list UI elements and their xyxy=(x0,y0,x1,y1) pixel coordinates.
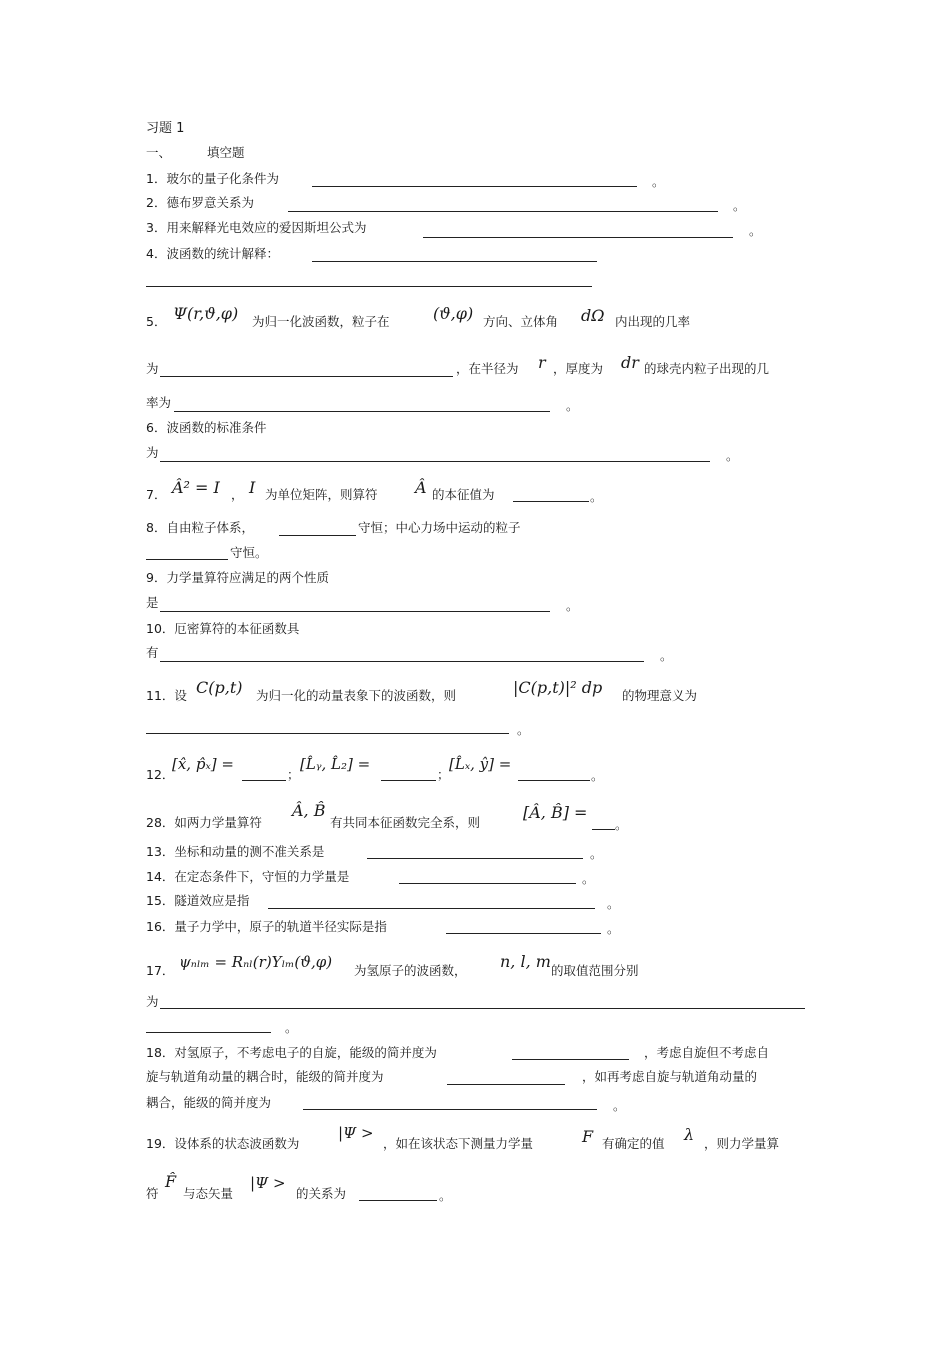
question-17-number: 17． xyxy=(146,963,175,978)
question-19-end: 。 xyxy=(439,1188,452,1203)
question-9-blank[interactable] xyxy=(160,611,550,612)
question-18-line1-a: 18．对氢原子，不考虑电子的自旋，能级的简并度为 xyxy=(146,1045,437,1060)
commutator-ly-lz: [L̂ᵧ, L̂₂] = xyxy=(300,755,371,773)
eigenvalue-lambda: λ xyxy=(684,1125,695,1144)
question-18-line2-a: 旋与轨道角动量的耦合时，能级的简并度为 xyxy=(146,1069,384,1084)
question-28-end: 。 xyxy=(615,817,628,832)
question-14-blank[interactable] xyxy=(399,883,576,884)
question-16-blank[interactable] xyxy=(446,933,601,934)
question-9-line2: 是 xyxy=(146,595,159,610)
question-2-text: 2．德布罗意关系为 xyxy=(146,195,254,210)
question-14-end: 。 xyxy=(582,871,595,886)
radius-symbol: r xyxy=(538,353,546,372)
quantum-numbers: n, l, m xyxy=(500,952,551,971)
question-8-text: 8．自由粒子体系， xyxy=(146,520,254,535)
question-18-blank-3[interactable] xyxy=(303,1109,597,1110)
state-ket: |Ψ > xyxy=(338,1124,374,1142)
question-17-line2: 为 xyxy=(146,994,159,1009)
question-2-end: 。 xyxy=(733,198,746,213)
question-10-line2: 有 xyxy=(146,645,159,660)
question-9-text: 9．力学量算符应满足的两个性质 xyxy=(146,570,329,585)
hydrogen-wavefunction: ψₙₗₘ = Rₙₗ(r)Yₗₘ(ϑ,φ) xyxy=(179,953,333,971)
question-28-text: 28．如两力学量算符 xyxy=(146,815,262,830)
question-1-blank[interactable] xyxy=(312,186,637,187)
page-title: 习题 1 xyxy=(146,121,185,136)
question-9-end: 。 xyxy=(566,598,579,613)
question-5-line3-a: 率为 xyxy=(146,395,172,410)
question-19-line1-c: 有确定的值 xyxy=(602,1136,665,1151)
question-28-blank[interactable] xyxy=(592,829,615,830)
question-5-text-3: 内出现的几率 xyxy=(615,314,691,329)
question-5-line2-d: 的球壳内粒子出现的几 xyxy=(644,361,770,376)
question-18-blank-1[interactable] xyxy=(512,1059,629,1060)
question-6-text: 6．波函数的标准条件 xyxy=(146,420,267,435)
question-11-blank[interactable] xyxy=(146,733,509,734)
question-17-text-2: 的取值范围分别 xyxy=(551,963,639,978)
question-10-blank[interactable] xyxy=(160,661,644,662)
question-19-line1-d: ，则力学量算 xyxy=(704,1136,780,1151)
question-15-end: 。 xyxy=(607,896,620,911)
question-28-text-2: 有共同本征函数完全系，则 xyxy=(330,815,481,830)
question-4-blank-1[interactable] xyxy=(312,261,597,262)
state-ket-2: |Ψ > xyxy=(250,1174,286,1192)
question-4-text: 4．波函数的统计解释： xyxy=(146,246,279,261)
question-4-blank-2[interactable] xyxy=(146,286,592,287)
question-12-sep-2: ； xyxy=(437,767,450,782)
question-17-end: 。 xyxy=(285,1020,298,1035)
question-1-end: 。 xyxy=(652,174,665,189)
question-7-end: 。 xyxy=(590,489,603,504)
question-19-line2-b: 与态矢量 xyxy=(183,1186,234,1201)
question-7-separator: ， xyxy=(231,487,244,502)
question-7-number: 7． xyxy=(146,487,167,502)
question-8-blank-2[interactable] xyxy=(146,559,228,560)
question-18-line2-b: ，如再考虑自旋与轨道角动量的 xyxy=(582,1069,758,1084)
solid-angle-symbol: dΩ xyxy=(581,306,605,325)
question-5-blank-1[interactable] xyxy=(160,376,453,377)
commutator-x-p: [x̂, p̂ₓ] = xyxy=(172,755,234,773)
section-number: 一、 xyxy=(146,145,172,160)
question-19-line2-c: 的关系为 xyxy=(296,1186,347,1201)
operator-f-symbol: F̂ xyxy=(165,1172,177,1191)
question-6-end: 。 xyxy=(726,448,739,463)
question-3-blank[interactable] xyxy=(423,237,733,238)
question-1-text: 1．玻尔的量子化条件为 xyxy=(146,171,279,186)
commutator-a-b: [Â, B̂] = xyxy=(523,803,588,822)
thickness-symbol: dr xyxy=(621,353,639,372)
question-5-number: 5． xyxy=(146,314,167,329)
question-5-text-2: 方向、立体角 xyxy=(483,314,559,329)
operators-a-b: Â, B̂ xyxy=(292,801,326,820)
question-18-line3-a: 耦合，能级的简并度为 xyxy=(146,1095,272,1110)
question-3-end: 。 xyxy=(749,223,762,238)
question-12-blank-1[interactable] xyxy=(242,780,286,781)
question-11-text-1: 为归一化的动量表象下的波函数，则 xyxy=(256,688,457,703)
psi-formula: Ψ(r,ϑ,φ) xyxy=(173,304,239,323)
question-8-text-2: 守恒；中心力场中运动的粒子 xyxy=(358,520,521,535)
question-13-blank[interactable] xyxy=(367,858,583,859)
question-16-end: 。 xyxy=(607,921,620,936)
question-18-end: 。 xyxy=(613,1098,626,1113)
question-8-text-3: 守恒。 xyxy=(230,545,268,560)
operator-a-symbol: Â xyxy=(415,478,427,497)
question-13-text: 13．坐标和动量的测不准关系是 xyxy=(146,844,325,859)
question-19-line2-a: 符 xyxy=(146,1186,159,1201)
question-7-text-2: 的本征值为 xyxy=(432,487,495,502)
section-label: 填空题 xyxy=(207,145,245,160)
question-12-end: 。 xyxy=(591,768,604,783)
question-11-end: 。 xyxy=(517,722,530,737)
operator-square-equation: Â² = I xyxy=(172,478,220,497)
question-5-text-1: 为归一化波函数，粒子在 xyxy=(252,314,390,329)
question-6-blank[interactable] xyxy=(160,461,710,462)
momentum-wavefunction: C(p,t) xyxy=(196,678,243,697)
question-7-blank[interactable] xyxy=(513,501,589,502)
question-18-blank-2[interactable] xyxy=(447,1084,565,1085)
question-17-text-1: 为氢原子的波函数， xyxy=(354,963,467,978)
question-2-blank[interactable] xyxy=(288,211,718,212)
identity-symbol: I xyxy=(249,478,256,497)
question-5-blank-2[interactable] xyxy=(174,411,550,412)
question-5-end: 。 xyxy=(566,398,579,413)
question-5-line2-c: ，厚度为 xyxy=(553,361,604,376)
question-8-blank-1[interactable] xyxy=(279,535,356,536)
question-17-blank-1[interactable] xyxy=(160,1008,805,1009)
observable-f-symbol: F xyxy=(582,1127,594,1146)
question-14-text: 14．在定态条件下，守恒的力学量是 xyxy=(146,869,350,884)
question-10-end: 。 xyxy=(660,648,673,663)
question-12-sep-1: ； xyxy=(287,767,300,782)
question-12-blank-2[interactable] xyxy=(381,780,436,781)
question-11-number: 11．设 xyxy=(146,688,187,703)
question-11-text-2: 的物理意义为 xyxy=(622,688,698,703)
question-15-text: 15．隧道效应是指 xyxy=(146,893,250,908)
question-16-text: 16．量子力学中，原子的轨道半径实际是指 xyxy=(146,919,387,934)
commutator-lx-y: [L̂ₓ, ŷ] = xyxy=(449,755,512,773)
angle-direction: (ϑ,φ) xyxy=(433,304,474,323)
question-5-line2-a: 为 xyxy=(146,361,159,376)
question-13-end: 。 xyxy=(590,846,603,861)
question-10-text: 10．厄密算符的本征函数具 xyxy=(146,621,300,636)
question-6-line2: 为 xyxy=(146,445,159,460)
probability-expression: |C(p,t)|² dp xyxy=(513,678,603,697)
question-19-line1-a: 19．设体系的状态波函数为 xyxy=(146,1136,300,1151)
question-19-blank[interactable] xyxy=(359,1200,437,1201)
question-5-line2-b: ，在半径为 xyxy=(456,361,519,376)
question-12-number: 12． xyxy=(146,767,175,782)
question-18-line1-b: ，考虑自旋但不考虑自 xyxy=(644,1045,770,1060)
question-7-text-1: 为单位矩阵，则算符 xyxy=(265,487,378,502)
question-3-text: 3．用来解释光电效应的爱因斯坦公式为 xyxy=(146,220,367,235)
question-17-blank-2[interactable] xyxy=(146,1032,271,1033)
question-12-blank-3[interactable] xyxy=(518,780,590,781)
question-15-blank[interactable] xyxy=(268,908,595,909)
question-19-line1-b: ，如在该状态下测量力学量 xyxy=(383,1136,534,1151)
